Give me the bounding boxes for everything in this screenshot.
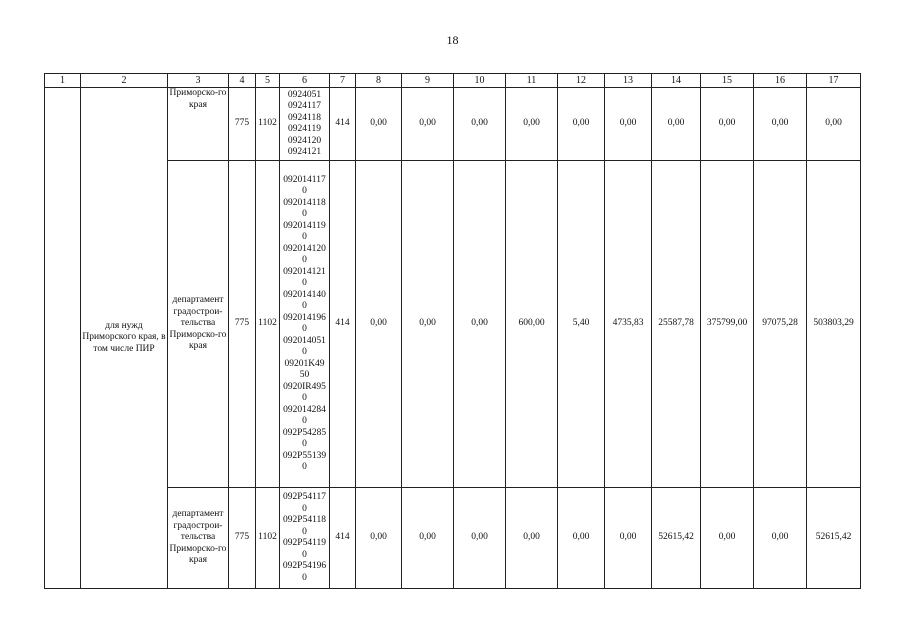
table-row [45, 161, 861, 488]
value-cell: 503803,29 [807, 161, 861, 488]
table-row [45, 88, 861, 161]
value-cell: 52615,42 [807, 488, 861, 589]
code: 09201K49 [284, 358, 325, 369]
code: 092014140 [283, 289, 326, 300]
column-header: 11 [506, 74, 558, 88]
value-cell: 0,00 [454, 88, 506, 161]
code: 0924119 [288, 124, 321, 134]
column-header: 14 [652, 74, 701, 88]
value-cell: 600,00 [506, 161, 558, 488]
value-cell: 97075,28 [754, 161, 807, 488]
value-cell: 5,40 [558, 161, 605, 488]
code: 0924117 [288, 101, 321, 111]
row-number-cell [45, 88, 81, 589]
code: 0 [302, 209, 307, 219]
code: 092014118 [283, 197, 326, 208]
code: 092014196 [283, 312, 326, 323]
value-cell: 0,00 [754, 488, 807, 589]
column-header: 6 [280, 74, 330, 88]
code: 0920IR495 [283, 381, 326, 392]
value-cell: 0,00 [402, 88, 454, 161]
codes-cell [280, 88, 330, 161]
code: 0 [302, 301, 307, 311]
value-cell: 0,00 [356, 488, 402, 589]
code: 092P54196 [282, 561, 327, 571]
value-cell: 0,00 [558, 488, 605, 589]
col7-cell: 414 [330, 161, 356, 488]
column-header: 4 [229, 74, 256, 88]
column-header: 1 [45, 74, 81, 88]
code: 0 [302, 324, 307, 334]
column-header: 13 [605, 74, 652, 88]
org-cell: департамент градострои-тельства Приморско-го края [168, 488, 229, 589]
col4-cell: 775 [229, 488, 256, 589]
value-cell: 0,00 [701, 88, 754, 161]
value-cell: 0,00 [454, 161, 506, 488]
column-header: 15 [701, 74, 754, 88]
value-cell: 0,00 [356, 161, 402, 488]
code: 092014121 [283, 266, 326, 277]
page-number: 18 [446, 33, 459, 47]
description-cell: для нужд Приморского края, в том числе ПИР [81, 88, 168, 589]
col5-cell: 1102 [256, 88, 280, 161]
value-cell: 0,00 [605, 88, 652, 161]
code: 0 [302, 347, 307, 357]
col5-cell: 1102 [256, 488, 280, 589]
column-header: 7 [330, 74, 356, 88]
code: 0 [302, 393, 307, 403]
code: 0 [302, 549, 307, 560]
column-header: 12 [558, 74, 605, 88]
code: 092014051 [283, 335, 326, 346]
value-cell: 0,00 [356, 88, 402, 161]
code: 092P54117 [283, 492, 326, 502]
code: 0 [302, 278, 307, 288]
code: 092014284 [283, 404, 326, 415]
column-header: 16 [754, 74, 807, 88]
code: 0924118 [288, 112, 321, 123]
value-cell: 4735,83 [605, 161, 652, 488]
value-cell: 0,00 [605, 488, 652, 589]
col7-cell: 414 [330, 88, 356, 161]
value-cell: 52615,42 [652, 488, 701, 589]
column-header: 2 [81, 74, 168, 88]
budget-table [44, 73, 861, 589]
code: 0924121 [287, 147, 322, 157]
value-cell: 0,00 [506, 488, 558, 589]
value-cell: 0,00 [506, 88, 558, 161]
code: 092014117 [283, 174, 326, 185]
code: 092P54119 [283, 538, 326, 548]
table-row [45, 488, 861, 589]
code: 092014119 [283, 220, 326, 231]
value-cell: 0,00 [454, 488, 506, 589]
code: 092P55139 [282, 450, 327, 461]
codes-cell [280, 488, 330, 589]
code: 0 [302, 572, 307, 583]
code: 0 [302, 462, 307, 472]
col7-cell: 414 [330, 488, 356, 589]
column-header: 8 [356, 74, 402, 88]
column-header: 10 [454, 74, 506, 88]
codes-cell [280, 161, 330, 488]
value-cell: 375799,00 [701, 161, 754, 488]
org-cell: департамент градострои-тельства Приморско-го края [168, 161, 229, 488]
value-cell: 0,00 [754, 88, 807, 161]
value-cell: 25587,78 [652, 161, 701, 488]
code: 0924120 [287, 135, 322, 146]
code: 0 [302, 186, 307, 196]
value-cell: 0,00 [558, 88, 605, 161]
column-header: 3 [168, 74, 229, 88]
code: 0 [302, 255, 307, 265]
column-header: 17 [807, 74, 861, 88]
column-header: 5 [256, 74, 280, 88]
value-cell: 0,00 [701, 488, 754, 589]
value-cell: 0,00 [652, 88, 701, 161]
code: 0 [302, 416, 307, 426]
org-cell: Приморско-го края [168, 88, 229, 161]
code: 0 [302, 232, 307, 242]
code: 092P54118 [283, 515, 326, 525]
code: 0924051 [287, 89, 322, 100]
code: 50 [299, 370, 310, 380]
table-header-row [45, 74, 861, 88]
value-cell: 0,00 [402, 161, 454, 488]
column-header: 9 [402, 74, 454, 88]
code: 092014120 [283, 243, 326, 254]
code: 0 [302, 503, 307, 514]
value-cell: 0,00 [807, 88, 861, 161]
code: 092P54285 [282, 427, 327, 438]
col4-cell: 775 [229, 88, 256, 161]
col5-cell: 1102 [256, 161, 280, 488]
value-cell: 0,00 [402, 488, 454, 589]
code: 0 [302, 526, 307, 537]
code: 0 [302, 439, 307, 449]
col4-cell: 775 [229, 161, 256, 488]
